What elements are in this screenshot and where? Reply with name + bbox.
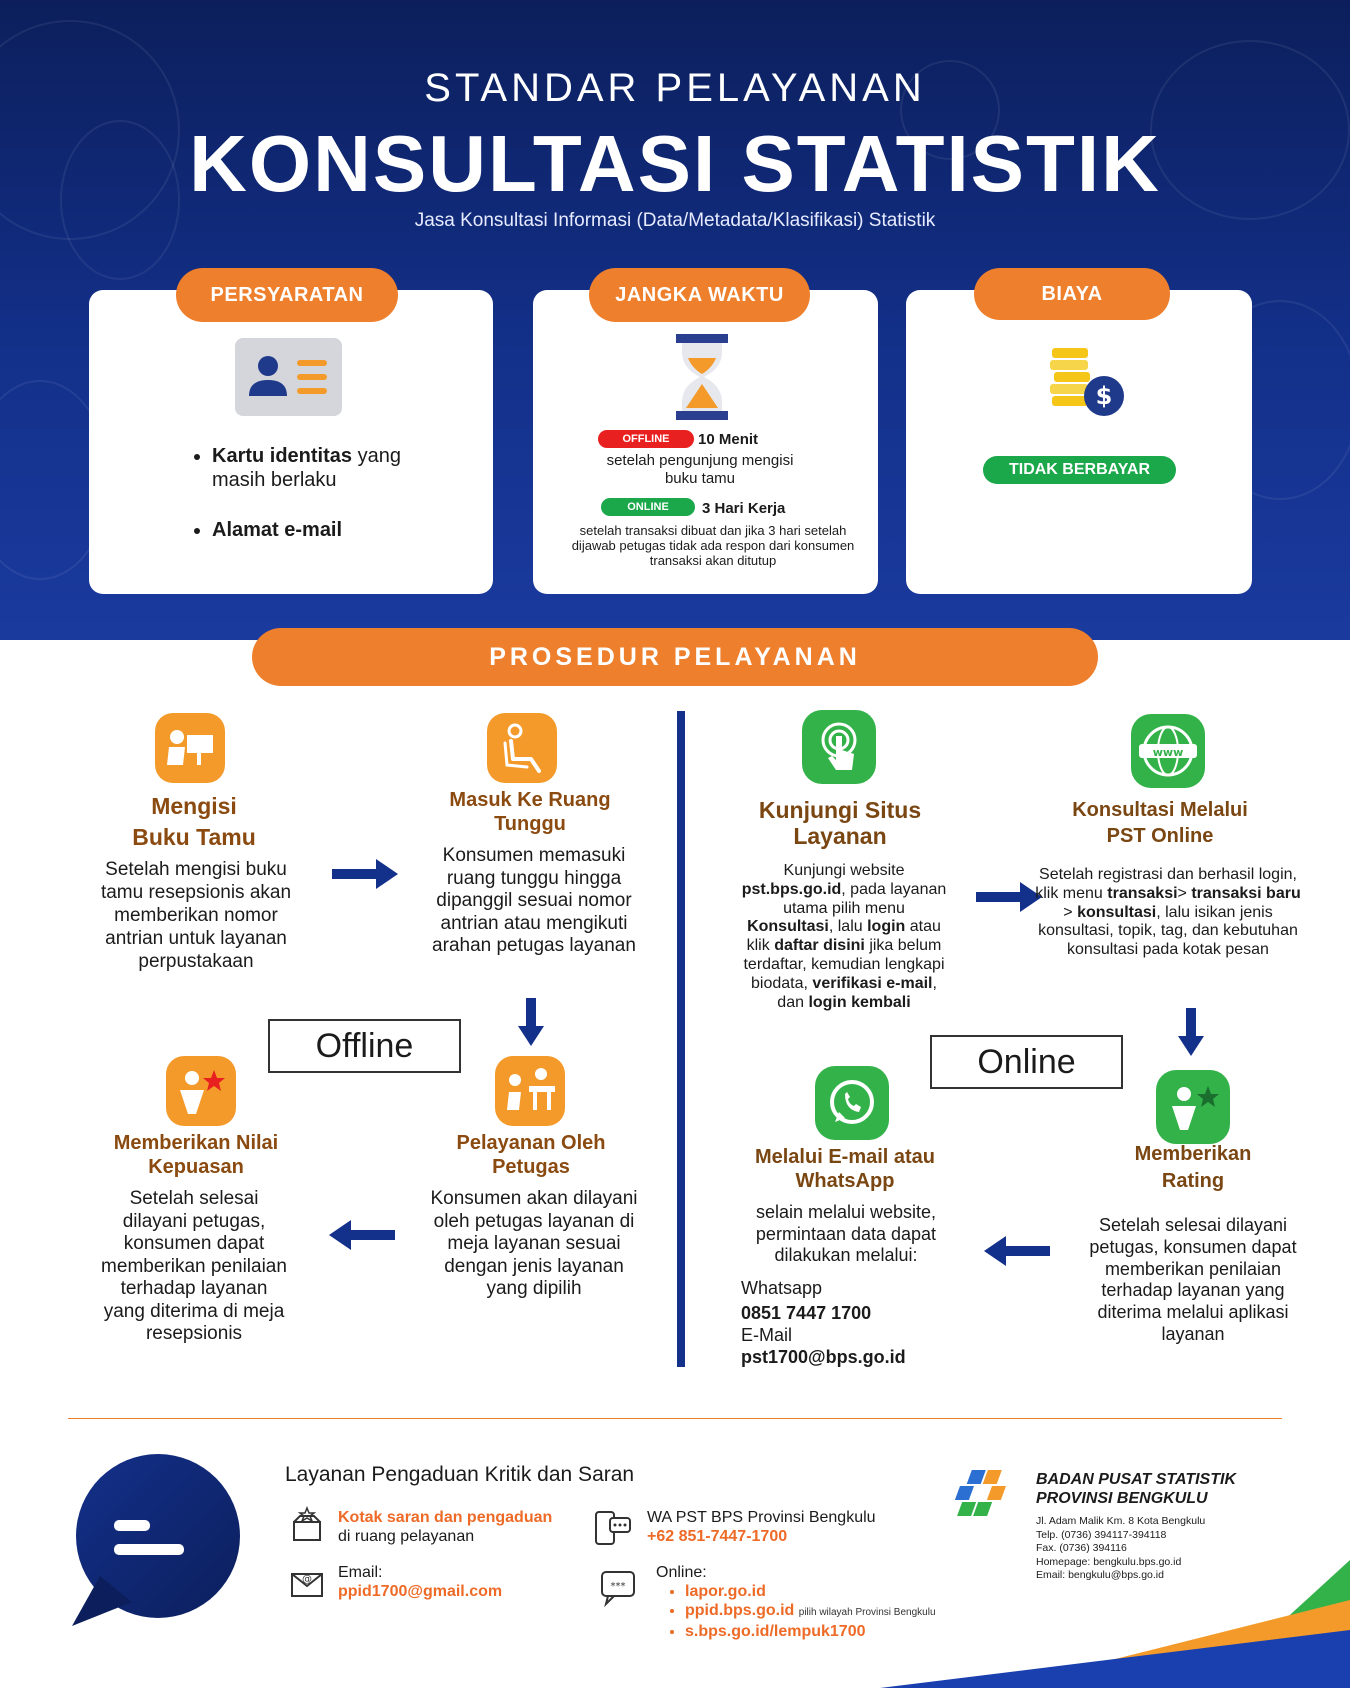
offline-step-desc: Setelah selesai dilayani petugas, konsumen dapat memberikan penilaian terhadap layanan yang diterima di meja resepsionis	[101, 1188, 287, 1344]
mail-icon	[290, 1566, 324, 1598]
guestbook-icon	[155, 713, 225, 783]
link-lapor[interactable]: • lapor.go.id	[685, 1582, 936, 1601]
coins-dollar-icon	[1048, 346, 1126, 418]
complaint-email: Email: ppid1700@gmail.com	[338, 1564, 503, 1600]
free-badge: TIDAK BERBAYAR	[983, 456, 1176, 484]
corner-decoration	[880, 1560, 1350, 1688]
page-title: KONSULTASI STATISTIK	[189, 119, 1161, 208]
divider-vertical	[677, 711, 685, 1367]
online-step-title: Kunjungi Situs Layanan	[758, 797, 922, 849]
arrow-down-icon	[1178, 1008, 1204, 1056]
online-step-title: Memberikan Rating	[1134, 1143, 1252, 1192]
email-value: pst1700@bps.go.id	[741, 1347, 906, 1367]
online-chat-icon	[600, 1568, 640, 1608]
officer-service-icon	[495, 1056, 565, 1126]
offline-step-desc: Konsumen memasuki ruang tunggu hingga dipanggil sesuai nomor antrian atau mengikuti arahan petugas layanan	[432, 845, 636, 956]
svg-text:@: @	[302, 1574, 312, 1585]
org-name: BADAN PUSAT STATISTIK PROVINSI BENGKULU	[1036, 1471, 1236, 1507]
link-ppid[interactable]: • ppid.bps.go.id pilih wilayah Provinsi Bengkulu	[685, 1601, 936, 1622]
complaint-heading: Layanan Pengaduan Kritik dan Saran	[285, 1463, 635, 1486]
chat-bubble-icon	[62, 1452, 242, 1630]
timeframe-label: JANGKA WAKTU	[589, 268, 810, 322]
svg-text:www: www	[1152, 746, 1184, 759]
offline-step-title: Memberikan Nilai Kepuasan	[113, 1132, 279, 1178]
online-step-desc: Setelah registrasi dan berhasil login, klik menu transaksi> transaksi baru > konsultasi, lalu isikan jenis konsultasi, topik, tag, dan kebutuhan konsultasi pada kotak pesan	[1035, 866, 1301, 959]
online-mode-label: Online	[930, 1035, 1123, 1089]
wa-contact: WA PST BPS Provinsi Bengkulu +62 851-7447-1700	[647, 1509, 876, 1545]
cost-label: BIAYA	[974, 268, 1170, 320]
arrow-down-icon	[518, 998, 544, 1046]
page-subtitle: Jasa Konsultasi Informasi (Data/Metadata/Klasifikasi) Statistik	[414, 210, 936, 231]
svg-text:***: ***	[610, 1581, 626, 1592]
email-label: E-Mail	[741, 1325, 793, 1345]
offline-step-desc: Setelah mengisi buku tamu resepsionis akan memberikan nomor antrian untuk layanan perpustakaan	[100, 859, 292, 972]
whatsapp-label: Whatsapp	[741, 1278, 823, 1298]
rating-star-icon	[1156, 1070, 1230, 1144]
online-step-desc: Setelah selesai dilayani petugas, konsumen dapat memberikan penilaian terhadap layanan yang diterima melalui aplikasi layanan	[1089, 1215, 1297, 1344]
online-label: Online:	[656, 1564, 707, 1581]
online-desc: setelah transaksi dibuat dan jika 3 hari setelah dijawab petugas tidak ada respon dari konsumen transaksi akan ditutup	[571, 523, 855, 568]
arrow-left-icon	[329, 1220, 395, 1250]
requirement-item: • Alamat e-mail	[212, 518, 452, 542]
online-badge: ONLINE	[601, 498, 695, 516]
suggestion-box-text: Kotak saran dan pengaduan di ruang pelayanan	[338, 1509, 553, 1545]
box-icon	[290, 1506, 324, 1544]
arrow-right-icon	[332, 859, 398, 889]
online-step-desc: selain melalui website, permintaan data dapat dilakukan melalui:	[755, 1202, 937, 1265]
title-top: STANDAR PELAYANAN	[424, 66, 926, 110]
phone-chat-icon	[592, 1508, 632, 1548]
offline-time: 10 Menit	[698, 431, 759, 448]
offline-step-title: Pelayanan Oleh Petugas	[456, 1132, 606, 1178]
hourglass-icon	[674, 334, 730, 420]
arrow-left-icon	[984, 1236, 1050, 1266]
online-step-desc: Kunjungi website pst.bps.go.id, pada layanan utama pilih menu Konsultasi, lalu login atau klik daftar disini jika belum terdaftar, kemudian lengkapi biodata, verifikasi e-mail, dan login kembali	[741, 862, 947, 1011]
org-contact: Jl. Adam Malik Km. 8 Kota Bengkulu Telp. (0736) 394117-394118 Fax. (0736) 394116 Homepage: bengkulu.bps.go.id Email: bengkulu@bps.go.id	[1036, 1515, 1206, 1581]
offline-badge: OFFLINE	[598, 430, 694, 448]
procedure-label: PROSEDUR PELAYANAN	[252, 628, 1098, 686]
whatsapp-number: 0851 7447 1700	[741, 1303, 872, 1323]
whatsapp-icon	[815, 1066, 889, 1140]
touch-click-icon	[802, 710, 876, 784]
arrow-right-icon	[976, 882, 1042, 912]
footer-divider	[68, 1418, 1282, 1419]
requirements-label: PERSYARATAN	[176, 268, 398, 322]
requirement-item: • Kartu identitas yang masih berlaku	[212, 444, 452, 492]
bps-logo	[946, 1464, 1028, 1530]
online-step-title: Konsultasi Melalui PST Online	[1072, 799, 1248, 847]
waiting-room-icon	[487, 713, 557, 783]
www-globe-icon	[1131, 714, 1205, 788]
svg-text:$: $	[1095, 382, 1113, 410]
online-time: 3 Hari Kerja	[702, 500, 786, 517]
offline-mode-label: Offline	[268, 1019, 461, 1073]
online-step-title: Melalui E-mail atau WhatsApp	[754, 1146, 936, 1192]
satisfaction-rating-icon	[166, 1056, 236, 1126]
offline-step-desc: Konsumen akan dilayani oleh petugas layanan di meja layanan sesuai dengan jenis layanan yang dipilih	[430, 1188, 638, 1299]
offline-step-title: Mengisi Buku Tamu	[132, 793, 256, 850]
offline-step-title: Masuk Ke Ruang Tunggu	[449, 789, 611, 835]
requirements-list	[212, 444, 452, 568]
link-lempuk[interactable]: • s.bps.go.id/lempuk1700	[685, 1622, 936, 1641]
offline-desc: setelah pengunjung mengisi buku tamu	[606, 452, 794, 487]
id-card-icon	[235, 338, 342, 416]
cost-card	[906, 290, 1252, 594]
